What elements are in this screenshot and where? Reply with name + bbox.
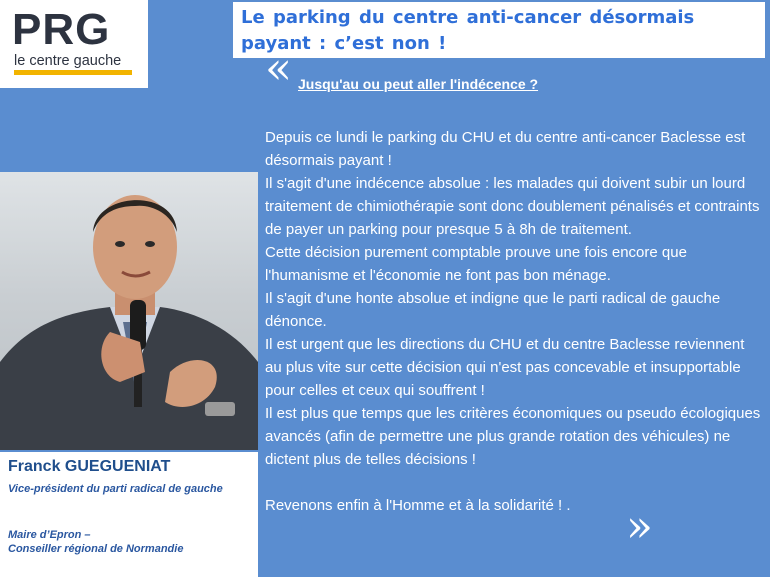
logo-brand: PRG bbox=[12, 5, 111, 54]
headline-line-1: Le parking du centre anti-cancer désormais bbox=[241, 7, 695, 28]
person-mayor: Maire d’Epron – bbox=[8, 529, 91, 541]
article-subtitle: Jusqu'au ou peut aller l'indécence ? bbox=[298, 76, 539, 92]
headline bbox=[241, 5, 761, 57]
paragraph: Il est plus que temps que les critères économiques ou pseudo écologiques avancés (afin de permettre une plus grande rotation des véhicules) ne dictent plus de telles décisions ! bbox=[265, 405, 761, 468]
person-caption bbox=[0, 452, 258, 577]
logo-accent-bar bbox=[14, 70, 132, 75]
person-role: Vice-président du parti radical de gauche bbox=[8, 483, 223, 495]
person-name: Franck GUEGUENIAT bbox=[8, 458, 171, 475]
paragraph: Depuis ce lundi le parking du CHU et du centre anti-cancer Baclesse est désormais payant ! bbox=[265, 129, 746, 169]
paragraph: Il s'agit d'une indécence absolue : les malades qui doivent subir un lourd traitement de chimiothérapie sont donc doublement pénalisés et contraints de payer un parking pour presque 5 à 8h de traitement. bbox=[265, 175, 760, 238]
paragraph: Il est urgent que les directions du CHU et du centre Baclesse reviennent au plus vite sur cette décision qui n'est pas concevable et insupportable pour celles et ceux qui souffrent ! bbox=[265, 336, 745, 399]
portrait-illustration bbox=[0, 172, 258, 450]
article-body bbox=[265, 126, 765, 517]
closing-line: Revenons enfin à l'Homme et à la solidarité ! . bbox=[265, 497, 571, 514]
paragraph: Cette décision purement comptable prouve une fois encore que l'humanisme et l'économie ne font pas bon ménage. bbox=[265, 244, 687, 284]
headline-line-2: payant : c’est non ! bbox=[241, 33, 447, 54]
headline-box bbox=[233, 2, 765, 58]
logo-tagline: le centre gauche bbox=[14, 53, 122, 69]
person-council: Conseiller régional de Normandie bbox=[8, 543, 184, 555]
paragraph: Il s'agit d'une honte absolue et indigne que le parti radical de gauche dénonce. bbox=[265, 290, 721, 330]
portrait-photo bbox=[0, 172, 258, 450]
close-quote-mark: » bbox=[626, 501, 653, 552]
open-quote-mark: « bbox=[265, 43, 292, 94]
person-mandates bbox=[8, 528, 248, 556]
prg-logo bbox=[0, 0, 148, 88]
